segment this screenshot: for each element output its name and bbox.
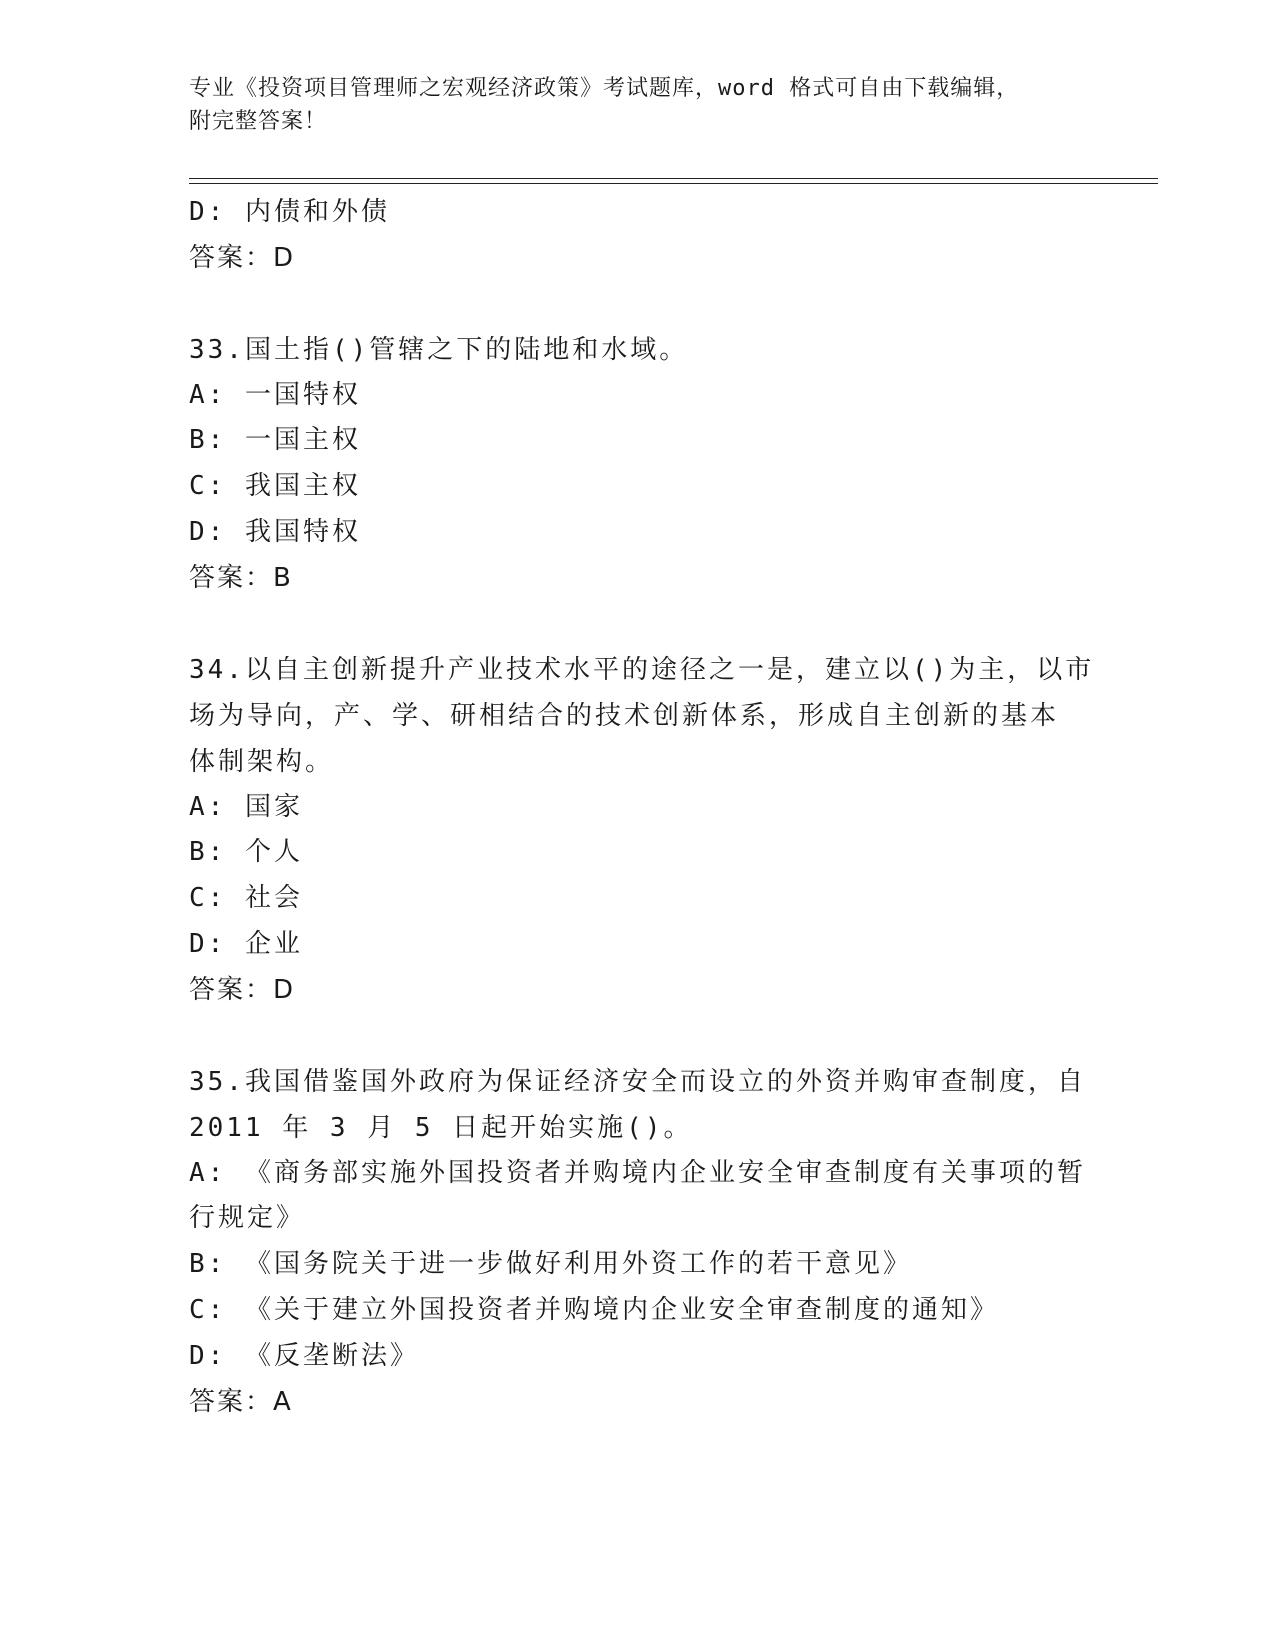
option-c: C: 我国主权 [189, 471, 361, 502]
option-a: A: 一国特权 [189, 379, 361, 410]
option-d: D: 内债和外债 [189, 197, 390, 227]
header-divider-top [189, 178, 1158, 179]
option-a-line-1: A: 《商务部实施外国投资者并购境内企业安全审查制度有关事项的暂 [189, 1157, 1086, 1188]
option-d: D: 《反垄断法》 [189, 1340, 419, 1371]
question-list [189, 190, 1095, 1425]
document-header [189, 72, 1089, 138]
option-c: C: 社会 [189, 883, 303, 914]
question-stem-line-1: 34.以自主创新提升产业技术水平的途径之一是，建立以()为主，以市 [189, 654, 1095, 685]
option-b: B: 一国主权 [189, 425, 361, 456]
option-d: D: 企业 [189, 928, 303, 959]
option-b: B: 个人 [189, 837, 303, 868]
question-stem-line-1: 35.我国借鉴国外政府为保证经济安全而设立的外资并购审查制度，自 [189, 1066, 1086, 1097]
question-stem-line-2: 场为导向，产、学、研相结合的技术创新体系，形成自主创新的基本 [189, 700, 1060, 731]
header-divider-bottom [189, 183, 1158, 184]
question-stem: 33.国土指()管辖之下的陆地和水域。 [189, 334, 689, 365]
option-a: A: 国家 [189, 791, 303, 822]
header-line-1: 专业《投资项目管理师之宏观经济政策》考试题库，word 格式可自由下载编辑， [189, 76, 1020, 101]
question-stem-line-2: 2011 年 3 月 5 日起开始实施()。 [189, 1112, 693, 1143]
previous-question-tail [189, 190, 1089, 282]
header-line-2: 附完整答案！ [189, 109, 328, 134]
option-c: C: 《关于建立外国投资者并购境内企业安全审查制度的通知》 [189, 1294, 999, 1325]
answer-line: 答案：D [189, 974, 296, 1005]
option-d: D: 我国特权 [189, 516, 361, 547]
answer-line: 答案：D [189, 242, 296, 273]
answer-line: 答案：B [189, 562, 293, 593]
answer-line: 答案：A [189, 1386, 293, 1417]
question-34 [189, 647, 1095, 1014]
option-a-line-2: 行规定》 [189, 1203, 306, 1234]
question-35 [189, 1059, 1089, 1426]
question-stem-line-3: 体制架构。 [189, 746, 335, 777]
question-33 [189, 327, 1089, 602]
option-b: B: 《国务院关于进一步做好利用外资工作的若干意见》 [189, 1249, 912, 1280]
